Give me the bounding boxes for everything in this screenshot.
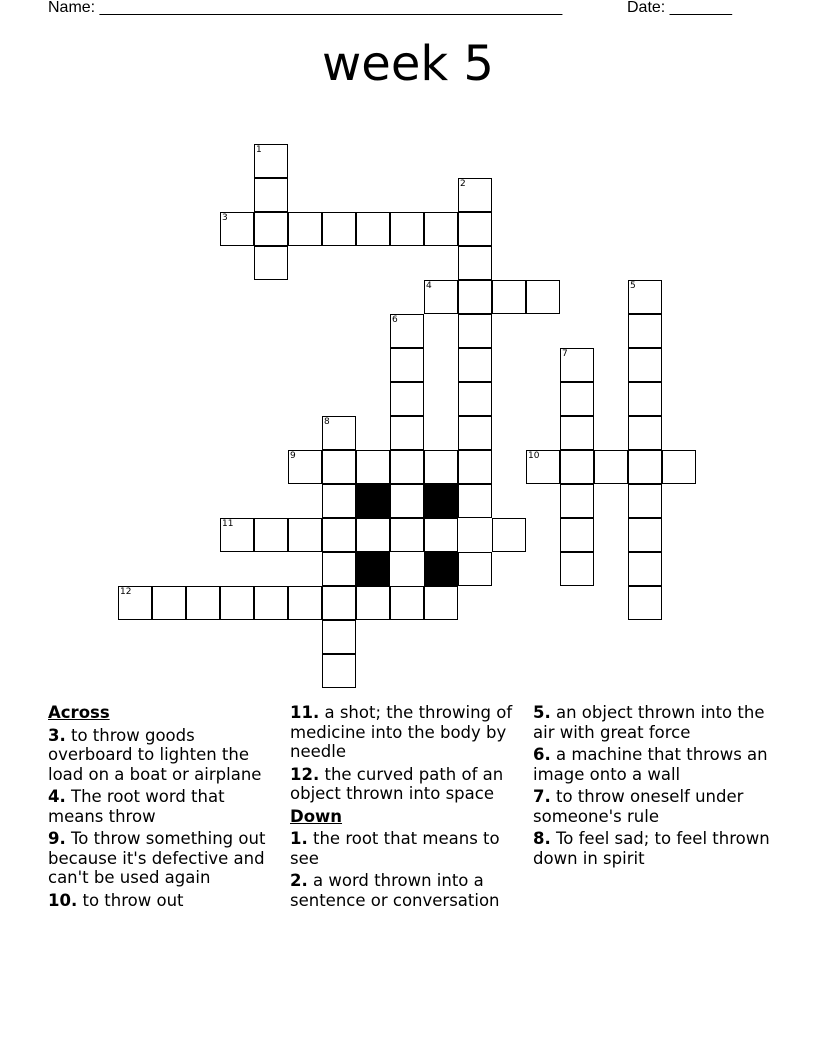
clue-item [48,787,284,826]
clue-item [290,829,526,868]
clue-item-text: the root that means to see [290,829,500,868]
grid-block [356,552,390,586]
clue-item-number: 8. [533,829,551,848]
clue-item-text: to throw out [77,890,184,910]
grid-cell[interactable] [390,314,424,348]
clue-item-text: The root word that means throw [48,787,225,826]
grid-cell[interactable] [390,484,424,518]
grid-cell[interactable] [424,280,458,314]
grid-block [424,552,458,586]
clue-item-number: 2. [290,871,308,890]
clue-number: 7 [562,349,568,359]
clue-item-text: an object thrown into the air with great force [533,703,765,742]
clue-number: 4 [426,281,432,291]
grid-cell[interactable] [390,348,424,382]
grid-cell[interactable] [356,586,390,620]
clue-item [290,703,526,762]
grid-cell[interactable] [322,484,356,518]
clue-number: 6 [392,315,398,325]
clue-item-number: 12. [290,764,320,784]
clue-item-number: 1. [290,829,308,848]
grid-cell[interactable] [288,450,322,484]
clue-item-number: 7. [533,787,551,806]
clue-item [290,871,526,910]
clue-item-text: the curved path of an object thrown into space [290,764,504,803]
grid-cell[interactable] [390,450,424,484]
clue-number: 3 [222,213,228,223]
grid-cell[interactable] [322,620,356,654]
grid-cell[interactable] [458,382,492,416]
grid-cell[interactable] [628,586,662,620]
clues-column-2 [290,703,526,913]
grid-cell[interactable] [560,518,594,552]
grid-cell[interactable] [458,178,492,212]
grid-cell[interactable] [458,348,492,382]
grid-cell[interactable] [254,518,288,552]
clue-item [533,829,773,868]
page-title: week 5 [322,36,494,92]
grid-cell[interactable] [322,416,356,450]
grid-cell[interactable] [322,212,356,246]
grid-cell[interactable] [424,450,458,484]
grid-cell[interactable] [288,518,322,552]
grid-cell[interactable] [254,178,288,212]
grid-cell[interactable] [220,518,254,552]
clue-item [48,891,284,911]
grid-cell[interactable] [424,586,458,620]
clue-item-number: 3. [48,725,66,745]
grid-cell[interactable] [390,416,424,450]
clue-item-number: 6. [533,745,551,764]
clue-item [533,745,773,784]
grid-cell[interactable] [628,484,662,518]
grid-block [356,484,390,518]
clue-item [290,765,526,804]
clues-column-1 [48,703,284,913]
clue-item-number: 9. [48,829,66,848]
grid-cell[interactable] [662,450,696,484]
grid-cell[interactable] [356,450,390,484]
grid-cell[interactable] [458,246,492,280]
grid-cell[interactable] [458,314,492,348]
grid-cell[interactable] [560,484,594,518]
grid-cell[interactable] [594,450,628,484]
clue-item-number: 4. [48,787,66,806]
clue-item [48,726,284,785]
name-field-label: Name: ____________________________________________________ [48,0,563,16]
grid-cell[interactable] [220,586,254,620]
grid-cell[interactable] [526,450,560,484]
clue-item-text: To throw something out because it's defective and can't be used again [48,829,266,887]
clue-number: 10 [528,451,540,461]
down-heading: Down [290,806,343,826]
grid-cell[interactable] [628,552,662,586]
grid-cell[interactable] [288,586,322,620]
grid-cell[interactable] [220,212,254,246]
grid-cell[interactable] [628,314,662,348]
grid-cell[interactable] [186,586,220,620]
grid-cell[interactable] [560,450,594,484]
grid-cell[interactable] [390,586,424,620]
clue-number: 9 [290,451,296,461]
grid-cell[interactable] [458,416,492,450]
grid-cell[interactable] [254,144,288,178]
grid-block [424,484,458,518]
grid-cell[interactable] [322,450,356,484]
clue-item-text: a machine that throws an image onto a wall [533,745,768,784]
clue-number: 1 [256,145,262,155]
grid-cell[interactable] [628,348,662,382]
clue-item-text: to throw oneself under someone's rule [533,787,744,826]
grid-cell[interactable] [628,280,662,314]
grid-cell[interactable] [254,212,288,246]
clue-item-number: 11. [290,703,320,722]
grid-cell[interactable] [424,212,458,246]
grid-cell[interactable] [322,518,356,552]
grid-cell[interactable] [458,552,492,586]
grid-cell[interactable] [424,518,458,552]
clue-number: 8 [324,417,330,427]
across-heading: Across [48,703,110,722]
clue-item-text: a shot; the throwing of medicine into the body by needle [290,703,513,761]
clue-item [533,703,773,742]
clue-item-text: a word thrown into a sentence or conversation [290,871,500,910]
clue-item [48,829,284,888]
grid-cell[interactable] [152,586,186,620]
grid-cell[interactable] [390,518,424,552]
grid-cell[interactable] [526,280,560,314]
grid-cell[interactable] [492,518,526,552]
grid-cell[interactable] [560,416,594,450]
grid-cell[interactable] [560,382,594,416]
grid-cell[interactable] [628,416,662,450]
grid-cell[interactable] [560,552,594,586]
grid-cell[interactable] [356,518,390,552]
grid-cell[interactable] [322,586,356,620]
grid-cell[interactable] [458,450,492,484]
grid-cell[interactable] [628,382,662,416]
clue-item-text: to throw goods overboard to lighten the load on a boat or airplane [48,725,262,784]
grid-cell[interactable] [322,654,356,688]
grid-cell[interactable] [390,212,424,246]
grid-cell[interactable] [560,348,594,382]
grid-cell[interactable] [628,450,662,484]
date-field-label: Date: _______ [627,0,732,16]
grid-cell[interactable] [254,246,288,280]
grid-cell[interactable] [390,382,424,416]
grid-cell[interactable] [356,212,390,246]
grid-cell[interactable] [628,518,662,552]
grid-cell[interactable] [458,280,492,314]
grid-cell[interactable] [458,484,492,518]
clue-item-number: 10. [48,890,78,910]
clue-item [533,787,773,826]
grid-cell[interactable] [288,212,322,246]
clues-column-3 [533,703,773,871]
clue-number: 11 [222,519,234,529]
grid-cell[interactable] [458,212,492,246]
clue-item-number: 5. [533,703,551,722]
clue-number: 5 [630,281,636,291]
clue-item-text: To feel sad; to feel thrown down in spirit [533,829,770,868]
clue-number: 12 [120,587,132,597]
clue-number: 2 [460,179,466,189]
grid-cell[interactable] [492,280,526,314]
grid-cell[interactable] [322,552,356,586]
grid-cell[interactable] [254,586,288,620]
grid-cell[interactable] [118,586,152,620]
